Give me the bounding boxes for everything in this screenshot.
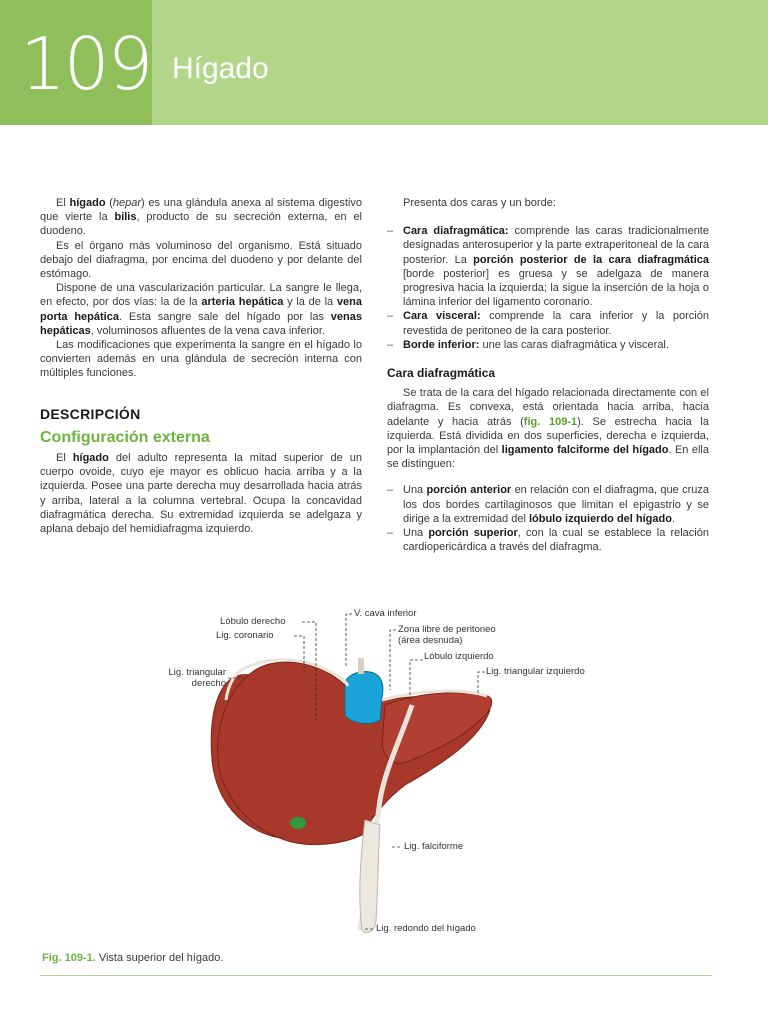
text-run: Una	[403, 484, 427, 497]
figure-caption	[42, 952, 223, 964]
caption-label: Fig. 109-1.	[42, 952, 96, 964]
text-run: . En ella se distinguen:	[387, 444, 709, 471]
text-run: en relación con el diafragma, que cruza los dos bordes cartilaginosos que limitan el epigastrio y se dirige a la extremidad del	[403, 484, 709, 525]
bold-term: ligamento falciforme del hígado	[501, 444, 669, 457]
paragraph-vascularization	[40, 281, 362, 338]
figure-reference: fig. 109-1	[523, 415, 578, 428]
text-run: Dispone de una vascularización particular. La sangre le llega, en efecto, por dos vías: la de la	[40, 282, 362, 309]
text-run: Se trata de la cara del hígado relacionada directamente con el diafragma. Es convexa, está orientada hacia arriba, hacia adelante y hacia atrás (	[387, 387, 709, 428]
text-run: .	[671, 512, 676, 525]
label-zona-libre: Zona libre de peritoneo (área desnuda)	[398, 624, 496, 646]
text-run: ). Se estrecha hacia la izquierda. Está dividida en dos superficies, derecha e izquierda, por la implantación del	[387, 415, 709, 457]
text-run: comprende la cara inferior y la porción revestida de peritoneo de la cara posterior.	[403, 310, 709, 337]
bold-term: hígado	[69, 197, 106, 209]
bold-term: hígado	[72, 452, 109, 465]
bold-term: venas hepáticas	[40, 310, 362, 337]
liver-illustration	[40, 600, 728, 945]
text-run: Es el órgano más voluminoso del organismo. Está situado debajo del diafragma, por encima del duodeno y por delante del estómago.	[40, 239, 362, 281]
chapter-number: 109	[20, 22, 152, 106]
label-lig-triangular-derecho: Lig. triangular derecho	[168, 667, 226, 689]
label-v-cava: V. cava inferior	[354, 608, 417, 619]
section-title: DESCRIPCIÓN	[40, 405, 141, 422]
bold-term: Borde inferior:	[403, 338, 480, 351]
round-ligament	[360, 820, 380, 933]
text-run: [borde posterior] es gruesa y se adelgaza de manera progresiva hacia la izquierda; la sigue la inserción de la hoja o lámina inferior del ligamento coronario.	[403, 267, 709, 309]
text-run: del adulto representa la mitad superior de un cuerpo ovoide, cuyo eje mayor es oblicuo hacia arriba y a la izquierda. Posee una parte derecha muy desarrollada hacia atrás y arriba, lateral a la columna vertebral. Ocupa la concavidad diafragmática derecha. Su extremidad izquierda se adelgaza y aplana debajo del hemidiafragma izquierdo.	[40, 452, 362, 536]
paragraph-cara-diafragmatica	[387, 386, 709, 471]
text-run: , con la cual se establece la relación cardiopericárdica a través del diafragma.	[403, 527, 709, 554]
list-item	[387, 526, 709, 554]
bold-term: vena porta hepática	[40, 296, 362, 323]
vena-cava-stub	[358, 658, 364, 674]
text-run: Presenta dos caras y un borde:	[403, 197, 556, 209]
text-run: comprende las caras tradicionalmente designadas anterosuperior y la parte extraperitoneal de la cara posterior. La	[403, 225, 709, 266]
text-run: y la de la	[283, 296, 337, 309]
paragraph-configuration	[40, 451, 362, 536]
text-run: ) es una glándula anexa al sistema digestivo que vierte la	[40, 197, 362, 224]
bold-term: porción superior	[428, 527, 518, 540]
label-lobulo-izquierdo: Lóbulo izquierdo	[424, 651, 494, 662]
text-run: El	[56, 197, 70, 209]
label-lig-triangular-izquierdo: Lig. triangular izquierdo	[486, 666, 585, 677]
caption-text: Vista superior del hígado.	[95, 952, 224, 964]
leader-zona-libre	[390, 630, 396, 690]
vena-cava-shape	[345, 672, 383, 724]
paragraph-functions	[40, 338, 362, 381]
text-run: , producto de su secreción externa, en el duodeno.	[40, 211, 363, 238]
text-run: Una	[403, 527, 429, 540]
chapter-title: Hígado	[172, 52, 269, 85]
list-item	[387, 338, 709, 352]
bold-term: lóbulo izquierdo del hígado	[528, 512, 672, 525]
text-run: El	[56, 452, 73, 465]
faces-list	[387, 224, 709, 352]
chapter-header	[0, 0, 768, 125]
label-lobulo-derecho: Lóbulo derecho	[220, 616, 286, 627]
bottom-rule	[40, 975, 712, 976]
list-item	[387, 309, 709, 337]
gallbladder-shape	[290, 817, 306, 829]
portions-list	[387, 483, 709, 554]
label-lig-falciforme: Lig. falciforme	[404, 841, 464, 852]
paragraph-intro	[40, 196, 362, 239]
list-item	[387, 224, 709, 309]
liver-figure	[40, 600, 728, 945]
text-run: une las caras diafragmática y visceral.	[479, 338, 669, 351]
bold-term: porción anterior	[426, 484, 512, 497]
label-lig-coronario: Lig. coronario	[216, 630, 274, 641]
paragraph-faces-intro	[387, 196, 709, 210]
italic-term: hepar	[112, 197, 142, 209]
subheading-cara-diafragmatica: Cara diafragmática	[387, 366, 496, 381]
left-column	[40, 196, 362, 536]
list-item	[387, 483, 709, 526]
text-run: . Esta sangre sale del hígado por las	[118, 310, 331, 323]
bold-term: arteria hepática	[201, 296, 284, 309]
label-lig-redondo: Lig. redondo del hígado	[376, 923, 476, 934]
bold-term: Cara diafragmática:	[403, 225, 509, 238]
text-run: (	[105, 197, 113, 209]
text-run: , voluminosos afluentes de la vena cava inferior.	[90, 324, 325, 337]
bold-term: porción posterior de la cara diafragmática	[473, 253, 709, 266]
bold-term: bilis	[114, 211, 137, 224]
leader-lig-triangular-izquierdo	[478, 672, 485, 696]
leader-v-cava	[346, 614, 352, 668]
right-column	[387, 196, 709, 554]
paragraph-location	[40, 239, 362, 282]
subsection-title: Configuración externa	[40, 428, 210, 446]
text-run: Las modificaciones que experimenta la sangre en el hígado lo convierten además en una glándula de secreción interna con múltiples funciones.	[40, 339, 362, 380]
bold-term: Cara visceral:	[403, 310, 481, 323]
